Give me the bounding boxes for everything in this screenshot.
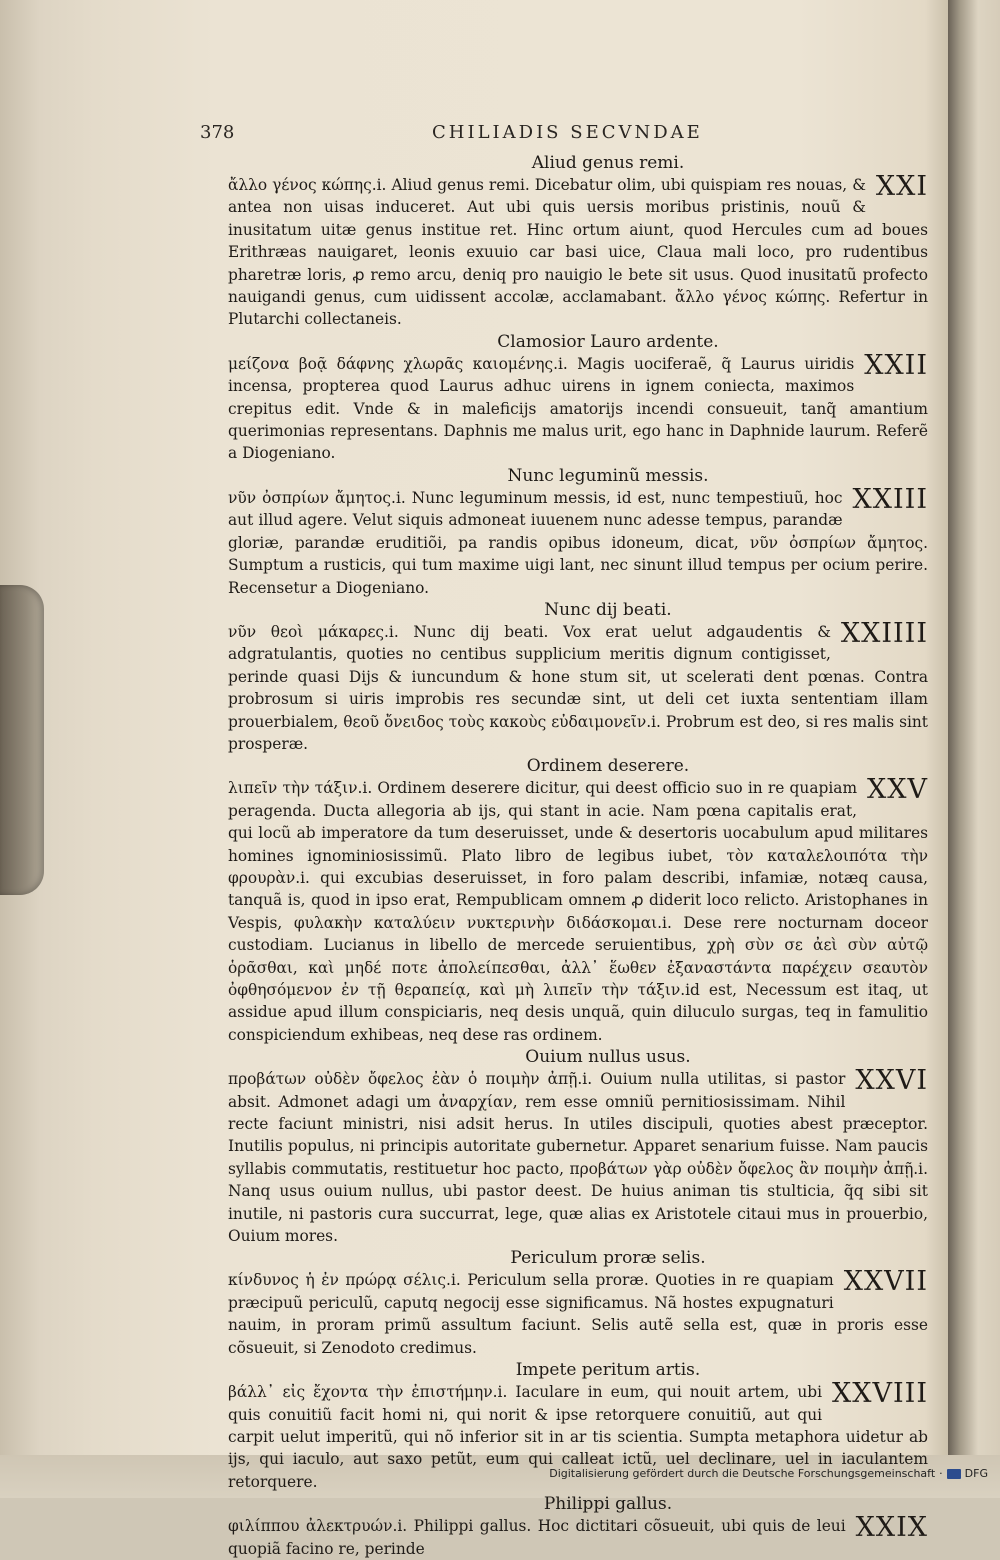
adage-entry [228, 755, 928, 1046]
adage-entry [228, 1493, 928, 1560]
adage-entry [228, 599, 928, 755]
adage-numeral: XXVIII [832, 1378, 928, 1410]
adage-entry [228, 465, 928, 599]
adage-body [228, 171, 928, 331]
adage-text: κίνδυνος ἡ ἐν πρώρᾳ σέλις.i. Periculum sella proræ. Quoties in re quapiam præcipuũ periculũ, caputq negocij esse significamus. Nã hostes expugnaturi nauim, in proram primũ assultum faciunt. Selis autẽ sella est, quæ in proris esse cõsueuit, si Zenodoto credimus. [228, 1271, 928, 1357]
page-header [200, 122, 930, 152]
adage-text: μείζονα βοᾷ δάφνης χλωρᾶς καιομένης.i. Magis uociferaẽ, q̃ Laurus uiridis incensa, propterea quod Laurus adhuc uirens in ignem coniecta, maximos crepitus edit. Vnde & in maleficijs amatorijs incendi consueuit, tanq̃ amantium querimonias representans. Daphnis me malus urit, ego hanc in Daphnide laurum. Referẽ a Diogeniano. [228, 354, 928, 463]
adage-title: Periculum proræ selis. [510, 1248, 706, 1269]
adage-text: βάλλ᾽ εἰς ἔχοντα τὴν ἐπιστήμην.i. Iaculare in eum, qui nouit artem, ubi quis conuitiũ facit homi ni, qui norit & ipse retorquere conuitiũ, aut qui carpit uelut imperitũ, qui nõ inferior sit in ar tis scientia. Sumpta metaphora uidetur ab ijs, qui iaculo, aut saxo petũt, eum qui calleat ictũ, uel declinare, uel in iaculantem retorquere. [228, 1383, 928, 1491]
running-title: CHILIADIS SECVNDAE [432, 122, 703, 143]
adage-numeral: XXII [864, 349, 928, 381]
adage-title: Aliud genus remi. [531, 153, 685, 173]
adage-body [228, 1512, 928, 1560]
adage-text: νῦν θεοὶ μάκαρες.i. Nunc dij beati. Vox erat uelut adgaudentis & adgratulantis, quoties no centibus supplicium meritis dignum contigisset, perinde quasi Dijs & iuncundum & hone stum sit, ut scelerati dent pœnas. Contra probrosum si uiris improbis res secundæ sint, ut deli cet iuxta sententiam illam prouerbialem, θεοῦ ὄνειδος τοὺς κακοὺς εὐδαιμονεῖν.i. Probrum est deo, si res malis sint prosperæ. [228, 622, 928, 753]
adage-title: Impete peritum artis. [515, 1360, 701, 1381]
adage-numeral: XXIX [855, 1512, 928, 1544]
adage-title: Clamosior Lauro ardente. [497, 331, 719, 352]
adage-text: προβάτων οὐδὲν ὄφελος ἐὰν ὁ ποιμὴν ἀπῇ.i. Ouium nulla utilitas, si pastor absit. Admonet adagi um ἀναρχίαν, rem esse omniũ pernitiosissimam. Nihil recte faciunt ministri, nisi adsit herus. In utiles discipuli, quoties abest præceptor. Inutilis populus, ni principis autoritate gubernetur. Apparet senarium fuisse. Nam paucis syllabis commutatis, restituetur hoc pacto, προβάτων γὰρ οὐδὲν ὄφελος ἂν ποιμὴν ἀπῇ.i. Nanq usus ouium nullus, ubi pastor deest. De huius animan tis stulticia, q̃q sibi sit inutile, ni pastoris cura succurrat, lege, quæ alias ex Aristotele citaui mus in prouerbio, Ouium mores. [228, 1070, 928, 1246]
digitization-credit [549, 1467, 988, 1480]
adage-title: Ouium nullus usus. [525, 1047, 691, 1068]
adage-text: ἄλλο γένος κώπης.i. Aliud genus remi. Dicebatur olim, ubi quispiam res nouas, & antea non uisas induceret. Aut ubi quis uersis moribus pristinis, nouũ & inusitatum uitæ genus institue ret. Hinc ortum aiunt, quod Hercules cum ad boues Erithræas nauigaret, leonis exuuio car basi uice, Claua mali loco, pro rudentibus pharetræ loris, ꝓ remo arcu, deniq pro nauigio le bete sit usus. Quod inusitatũ profecto nauigandi genus, cum uidissent accolæ, acclamabant. ἄλλο γένος κώπης. Refertur in Plutarchi collectaneis. [228, 176, 928, 329]
page-number: 378 [200, 122, 235, 143]
adage-text: φιλίππου ἀλεκτρυών.i. Philippi gallus. Hoc dictitari cõsueuit, ubi quis de leui quopiã facino re, perinde [228, 1517, 846, 1558]
dfg-logo-icon [947, 1469, 961, 1479]
adage-text: λιπεῖν τὴν τάξιν.i. Ordinem deserere dicitur, qui deest officio suo in re quapiam peragenda. Ducta allegoria ab ijs, qui stant in acie. Nam pœna capitalis erat, qui locũ ab imperatore da tum deseruisset, unde & desertoris uocabulum apud militares homines ignominiosissimũ. Plato libro de legibus iubet, τὸν καταλελοιπότα τὴν φρουρὰν.i. qui excubias deseruisset, in foro palam describi, infamiæ, notæq causa, tanquã is, quod in ipso erat, Rempublicam omnem ꝓ diderit loco relicto. Aristophanes in Vespis, φυλακὴν καταλύειν νυκτερινὴν διδάσκομαι.i. Dese rere nocturnam doceor custodiam. Lucianus in libello de mercede seruientibus, χρὴ σὺν σε ἀεὶ σὺν αὐτῷ ὁρᾶσθαι, καὶ μηδέ ποτε ἀπολείπεσθαι, ἀλλ᾽ ἕωθεν ἐξαναστάντα παρέχειν σεαυτὸν ὀφθησόμενον ἐν τῇ θεραπείᾳ, καὶ μὴ λιπεῖν τὴν τάξιν.id est, Necessum est itaq, ut assidue apud illum conspiciaris, neq desis unquã, quin diluculo surgas, teq in famulitio conspiciendum exhibeas, neq dese ras ordinem. [228, 779, 928, 1044]
adage-numeral: XXVII [843, 1266, 928, 1298]
adage-body [228, 483, 928, 599]
dfg-logo-text: DFG [964, 1467, 988, 1480]
dot-separator: · [939, 1467, 943, 1480]
adage-body [228, 774, 928, 1046]
adage-entry [228, 331, 928, 465]
adage-body [228, 349, 928, 465]
adage-numeral: XXV [867, 774, 928, 806]
adage-entry [228, 152, 928, 331]
adage-numeral: XXIIII [840, 617, 928, 649]
adage-title: Nunc leguminũ messis. [507, 465, 709, 486]
adage-text-block [228, 152, 928, 1560]
credit-text: Digitalisierung gefördert durch die Deutsche Forschungsgemeinschaft [549, 1467, 936, 1480]
adage-body [228, 1266, 928, 1359]
adage-numeral: XXI [875, 171, 928, 202]
adage-title: Ordinem deserere. [526, 756, 690, 777]
adage-entry [228, 1046, 928, 1247]
adage-numeral: XXIII [852, 483, 928, 515]
facing-page-edge [948, 0, 1000, 1455]
adage-entry [228, 1247, 928, 1359]
adage-body [228, 617, 928, 755]
adage-numeral: XXVI [855, 1065, 928, 1097]
adage-title: Nunc dij beati. [544, 599, 672, 620]
adage-title: Philippi gallus. [543, 1494, 673, 1515]
book-clasp [0, 585, 44, 895]
adage-text: νῦν ὀσπρίων ἄμητος.i. Nunc leguminum messis, id est, nunc tempestiuũ, hoc aut illud agere. Velut siquis admoneat iuuenem nunc adesse tempus, parandæ gloriæ, parandæ eruditiõi, pa randis opibus idoneum, dicat, νῦν ὀσπρίων ἄμητος. Sumptum a rusticis, qui tum maxime uigi lant, nec sinunt illud tempus per ocium perire. Recensetur a Diogeniano. [228, 488, 928, 597]
adage-body [228, 1065, 928, 1247]
